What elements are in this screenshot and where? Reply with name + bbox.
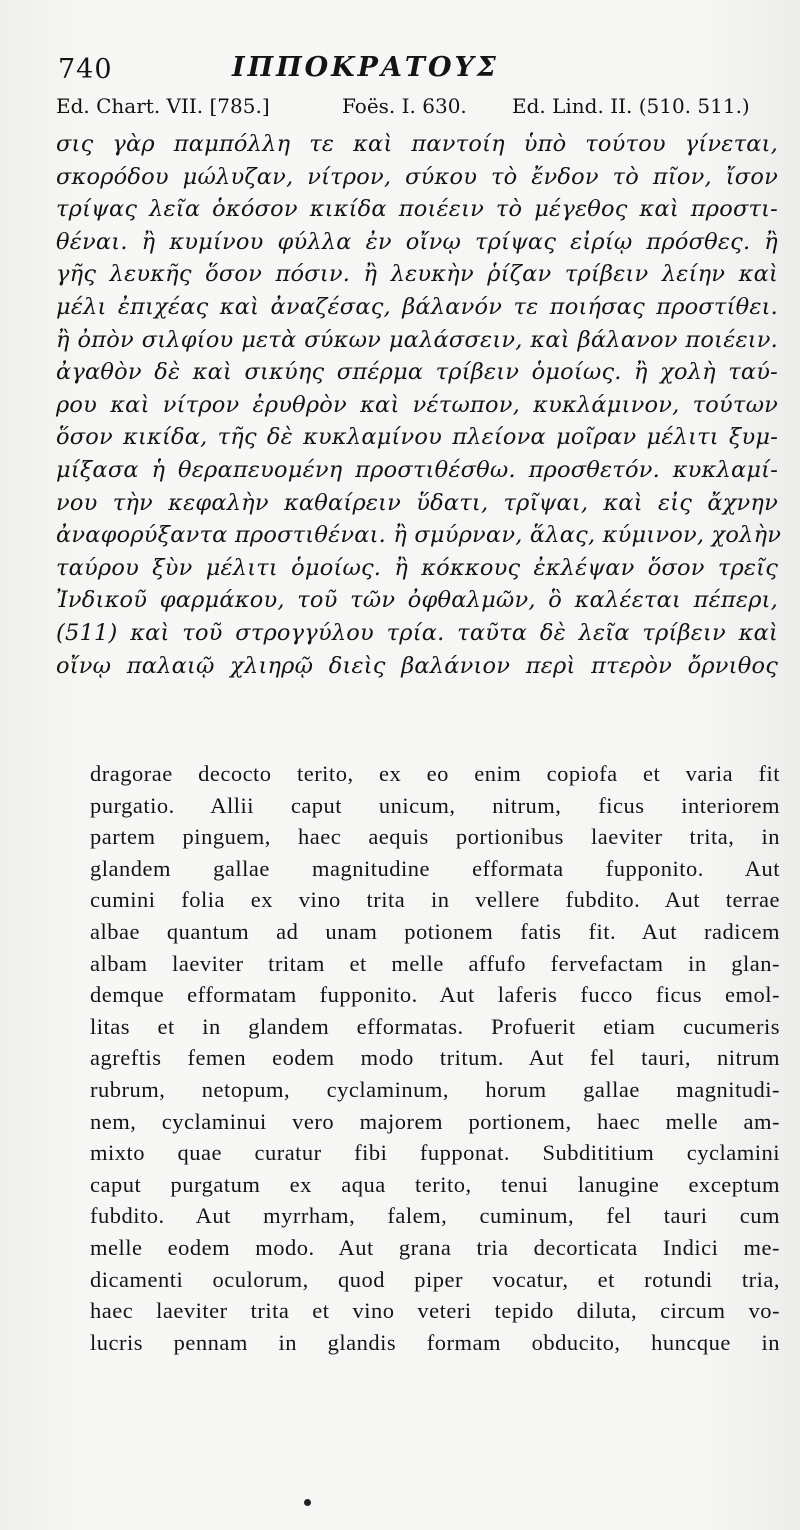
latin-line: nem, cyclaminui vero majorem portionem, haec melle am- (90, 1108, 780, 1134)
latin-text-block (90, 758, 780, 1358)
greek-line: ρου καὶ νίτρον ἐρυθρὸν καὶ νέτωπον, κυκλάμινον, τούτων (56, 391, 778, 418)
latin-line: albae quantum ad unam potionem fatis fit. Aut radicem (90, 918, 780, 944)
latin-line: agreftis femen eodem modo tritum. Aut fel tauri, nitrum (90, 1045, 780, 1071)
greek-line: τρίψας λεῖα ὁκόσον κικίδα ποιέειν τὸ μέγεθος καὶ προστι- (56, 196, 778, 223)
greek-line: οἴνῳ παλαιῷ χλιηρῷ διεὶς βαλάνιον περὶ πτερὸν ὄρνιθος (56, 652, 778, 679)
greek-text-block (56, 128, 782, 682)
latin-line: melle eodem modo. Aut grana tria decorticata Indici me- (90, 1234, 780, 1260)
latin-line: cumini folia ex vino trita in vellere fubdito. Aut terrae (90, 887, 780, 913)
latin-line: caput purgatum ex aqua terito, tenui lanugine exceptum (90, 1171, 780, 1197)
greek-line: θέναι. ἢ κυμίνου φύλλα ἐν οἴνῳ τρίψας εἰρίῳ πρόσθες. ἢ (56, 228, 778, 255)
greek-line: ὅσον κικίδα, τῆς δὲ κυκλαμίνου πλείονα μοῖραν μέλιτι ξυμ- (56, 424, 778, 451)
greek-line: σκορόδου μώλυζαν, νίτρον, σύκου τὸ ἔνδον τὸ πῖον, ἴσον (56, 163, 778, 190)
latin-line: mixto quae curatur fibi fupponat. Subdititium cyclamini (90, 1140, 780, 1166)
latin-line: glandem gallae magnitudine efformata fupponito. Aut (90, 855, 780, 881)
greek-line: μέλι ἐπιχέας καὶ ἀναζέσας, βάλανόν τε ποιήσας προστίθει. (56, 293, 778, 320)
latin-line: purgatio. Allii caput unicum, nitrum, ficus interiorem (90, 792, 780, 818)
latin-line: lucris pennam in glandis formam obducito, huncque in (90, 1329, 780, 1355)
greek-line: γῆς λευκῆς ὅσον πόσιν. ἢ λευκὴν ῥίζαν τρίβειν λείην καὶ (56, 261, 778, 288)
greek-line: μίξασα ἡ θεραπευομένη προστιθέσθω. προσθετόν. κυκλαμί- (56, 456, 778, 483)
latin-line: partem pinguem, haec aequis portionibus laeviter trita, in (90, 824, 780, 850)
greek-line: (511) καὶ τοῦ στρογγύλου τρία. ταῦτα δὲ λεῖα τρίβειν καὶ (56, 619, 778, 646)
latin-line: litas et in glandem efformatas. Profuerit etiam cucumeris (90, 1013, 780, 1039)
latin-line: albam laeviter tritam et melle affufo fervefactam in glan- (90, 950, 780, 976)
linden-reference: Ed. Lind. II. (510. 511.) (512, 94, 750, 118)
latin-line: dragorae decocto terito, ex eo enim copiofa et varia fit (90, 761, 780, 786)
latin-line: fubdito. Aut myrrham, falem, cuminum, fel tauri cum (90, 1203, 780, 1229)
greek-line: ἀγαθὸν δὲ καὶ σικύης σπέρμα τρίβειν ὁμοίως. ἢ χολὴ ταύ- (56, 359, 778, 386)
chartier-reference: Ed. Chart. VII. [785.] (56, 94, 270, 118)
edition-references (56, 92, 778, 126)
latin-line: haec laeviter trita et vino veteri tepido diluta, circum vo- (90, 1298, 780, 1324)
running-title: ΙΠΠΟΚΡΑΤΟΥΣ (232, 52, 499, 83)
greek-line: Ἰνδικοῦ φαρμάκου, τοῦ τῶν ὀφθαλμῶν, ὃ καλέεται πέπερι, (56, 587, 778, 614)
greek-line: ἢ ὀπὸν σιλφίου μετὰ σύκων μαλάσσειν, καὶ βάλανον ποιέειν. (56, 326, 778, 353)
latin-line: demque efformatam fupponito. Aut laferis fucco ficus emol- (90, 982, 780, 1008)
greek-line: ἀναφορύξαντα προστιθέναι. ἢ σμύρναν, ἅλας, κύμινον, χολὴν (56, 522, 782, 549)
greek-line: σις γὰρ παμπόλλη τε καὶ παντοίη ὑπὸ τούτου γίνεται, (56, 131, 778, 157)
latin-line: rubrum, netopum, cyclaminum, horum gallae magnitudi- (90, 1076, 780, 1102)
greek-line: ταύρου ξὺν μέλιτι ὁμοίως. ἢ κόκκους ἐκλέψαν ὅσον τρεῖς (56, 554, 778, 581)
greek-line: νου τὴν κεφαλὴν καθαίρειν ὕδατι, τρῖψαι, καὶ εἰς ἄχνην (56, 489, 778, 516)
latin-line: dicamenti oculorum, quod piper vocatur, et rotundi tria, (90, 1266, 780, 1292)
footer-dot (304, 1499, 311, 1506)
running-head (56, 48, 778, 92)
page-number: 740 (58, 54, 113, 85)
foes-reference: Foës. I. 630. (342, 94, 467, 118)
